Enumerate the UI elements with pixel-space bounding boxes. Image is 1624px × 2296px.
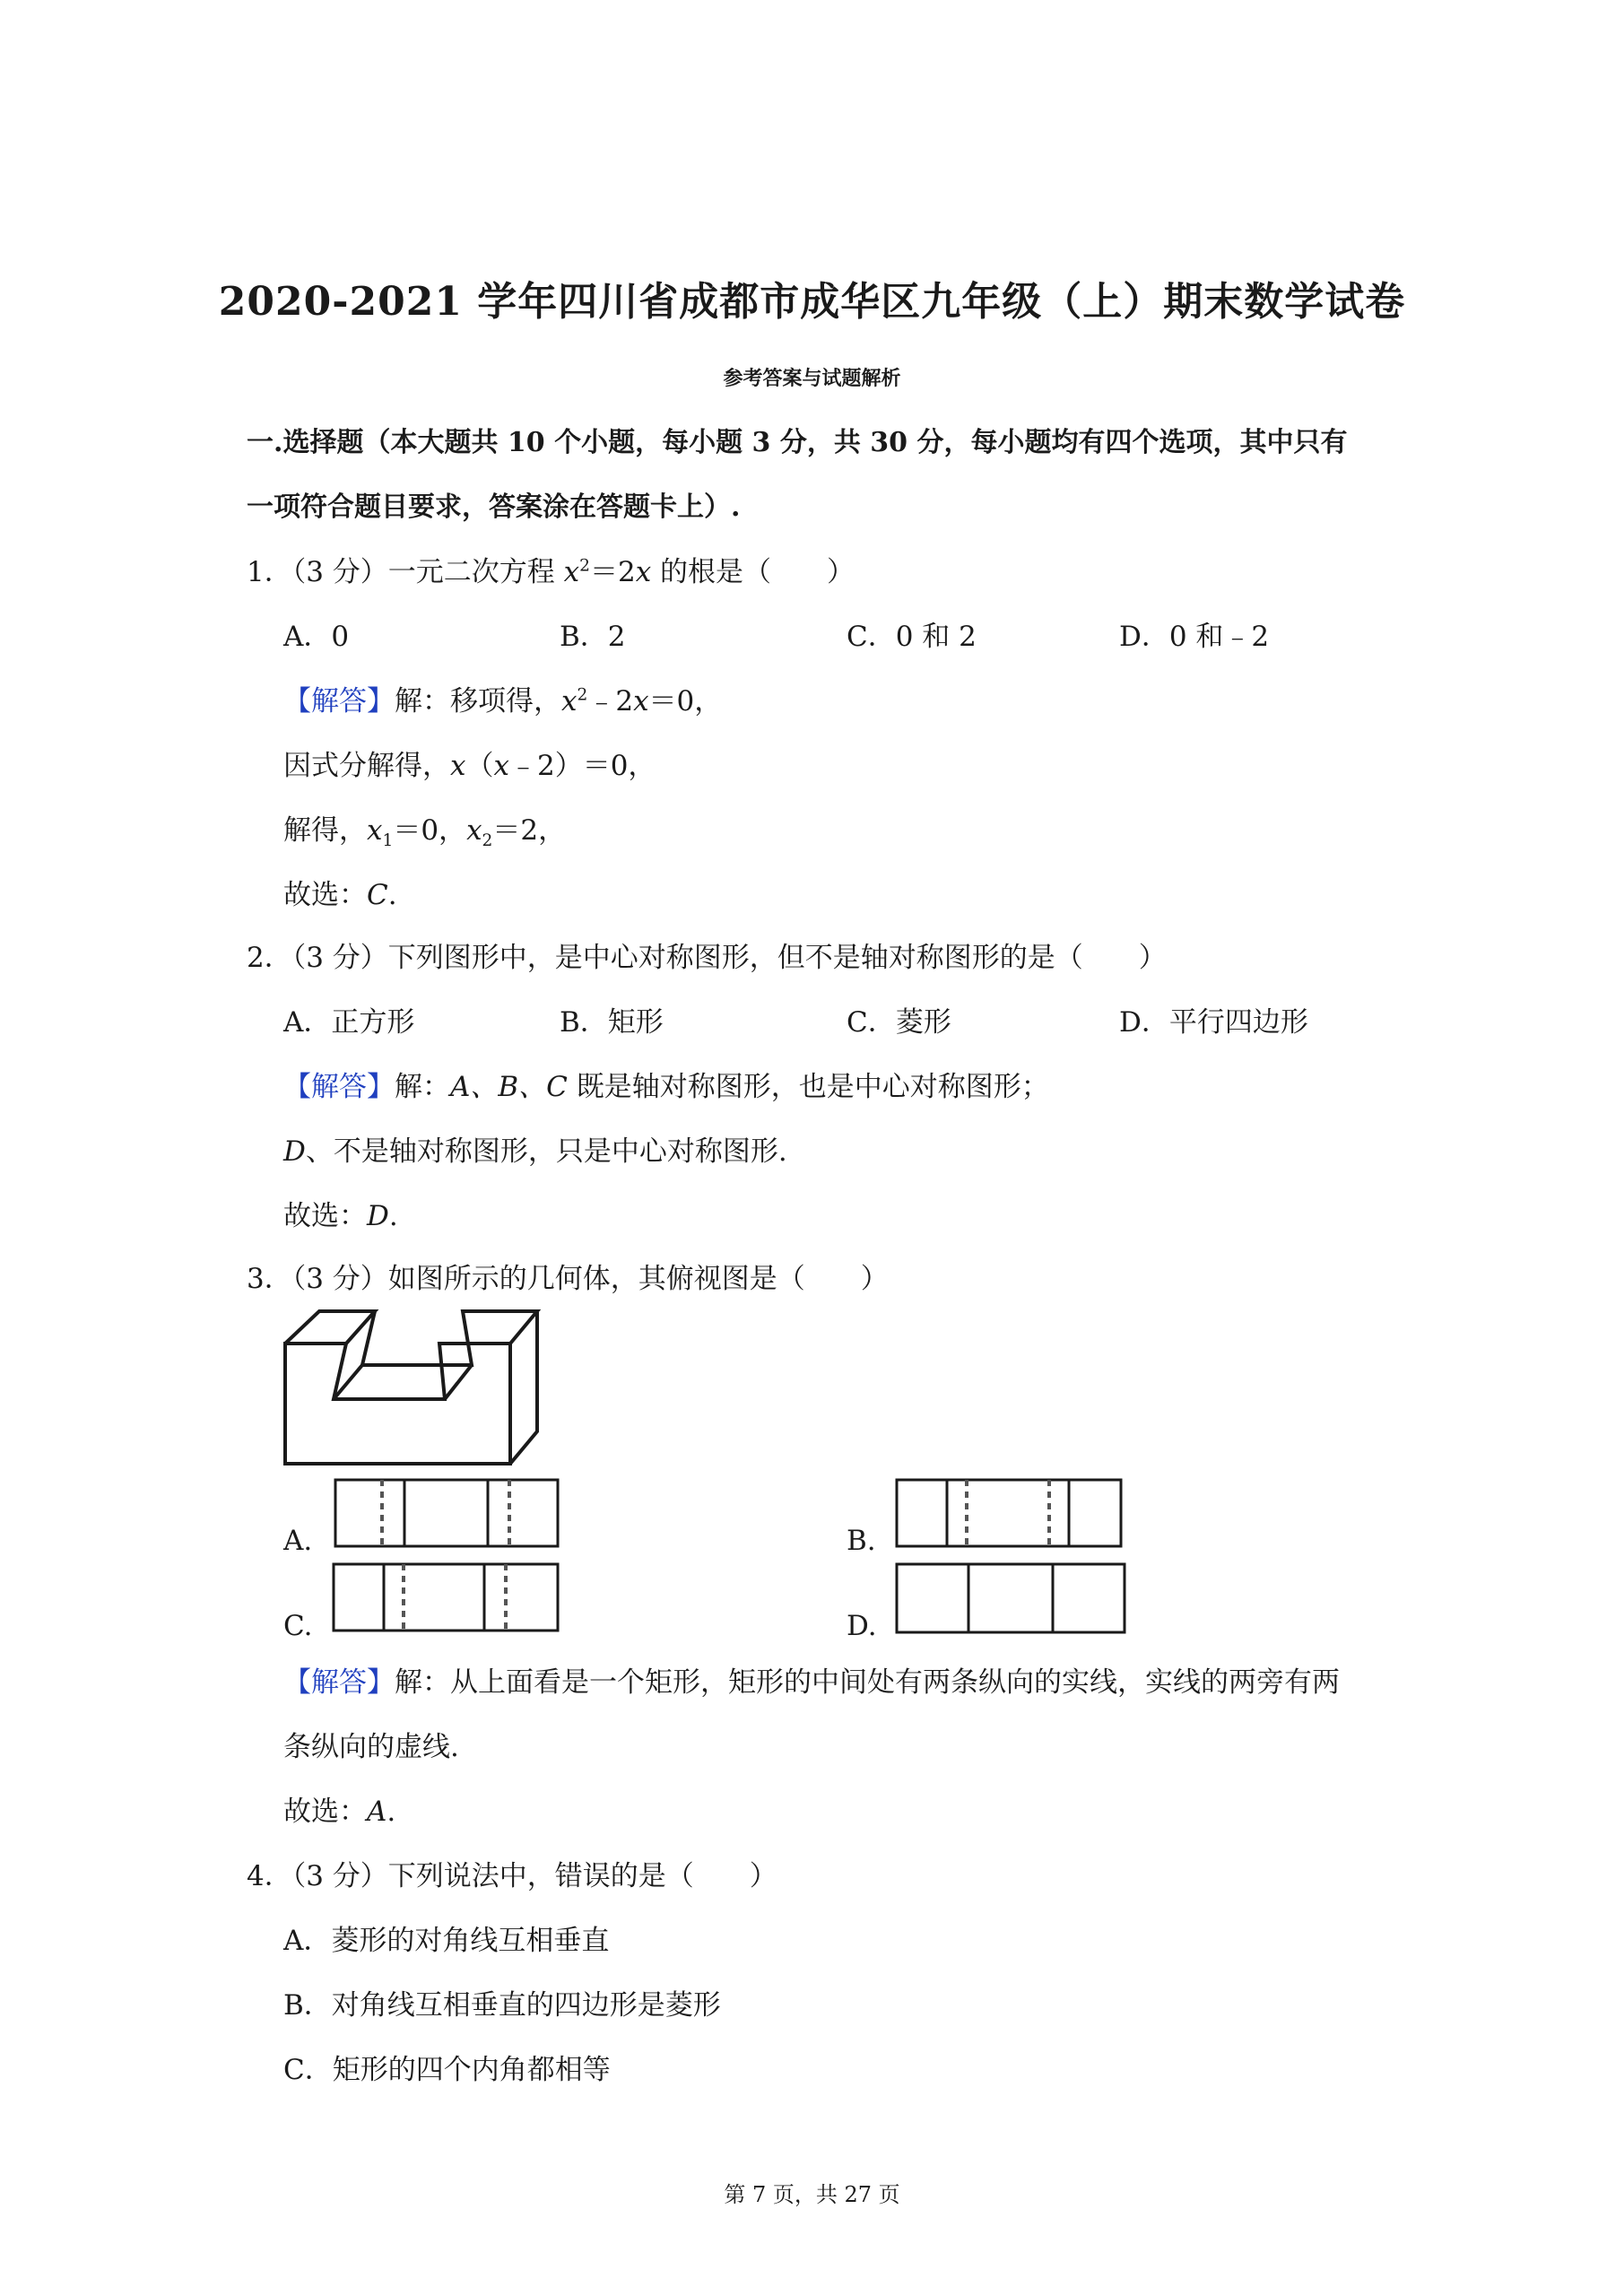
q2-option-b: B．矩形: [560, 1006, 664, 1039]
q3-option-c-label: C.: [283, 1610, 313, 1642]
page-subtitle: 参考答案与试题解析: [723, 367, 901, 390]
q1-solution-line-1: 【解答】解：移项得，$x^2﹣2x=0$，: [283, 685, 723, 718]
q2-option-a: A．正方形: [283, 1006, 415, 1039]
q1-option-d: D．0 和﹣2: [1119, 621, 1270, 653]
q2-choice: 故选：D.: [283, 1200, 398, 1232]
q4-option-c: C．矩形的四个内角都相等: [283, 2054, 611, 2086]
q2-stem: 2．（3 分）下列图形中，是中心对称图形，但不是轴对称图形的是（ ）: [247, 942, 1167, 974]
q2-option-d: D．平行四边形: [1119, 1006, 1308, 1039]
q1-option-a: A．0: [283, 621, 350, 653]
q3-option-b-figure: [895, 1478, 1123, 1548]
q4-option-a: A．菱形的对角线互相垂直: [283, 1925, 610, 1957]
q1-option-b: B．2: [560, 621, 626, 653]
page-footer: 第 7 页，共 27 页: [724, 2182, 900, 2207]
answer-tag: 【解答】: [283, 685, 395, 718]
q1-choice: 故选：C.: [283, 879, 397, 911]
q3-solid-figure: [283, 1309, 543, 1471]
q4-option-b: B．对角线互相垂直的四边形是菱形: [283, 1989, 721, 2022]
q3-solution-line-2: 条纵向的虚线.: [283, 1731, 459, 1763]
q1-option-c: C．0 和 2: [847, 621, 977, 653]
q1-solution-line-3: 解得，$x_1=0$，$x_2=2$，: [283, 814, 567, 851]
q2-solution-line-2: D、不是轴对称图形，只是中心对称图形.: [283, 1135, 787, 1168]
q4-stem: 4．（3 分）下列说法中，错误的是（ ）: [247, 1860, 777, 1892]
q3-stem: 3．（3 分）如图所示的几何体，其俯视图是（ ）: [247, 1263, 889, 1295]
q1-stem: 1．（3 分）一元二次方程 $x^2=2x$ 的根是（ ）: [247, 556, 855, 588]
q2-option-c: C．菱形: [847, 1006, 951, 1039]
section-heading-line-1: 一.选择题（本大题共 10 个小题，每小题 3 分，共 30 分，每小题均有四个选项，其中只有: [247, 427, 1348, 458]
q3-option-d-figure: [895, 1562, 1126, 1634]
q3-option-c-figure: [332, 1562, 560, 1632]
q1-solution-line-2: 因式分解得，x（x﹣2）＝0，: [283, 750, 656, 782]
page-title: 2020-2021 学年四川省成都市成华区九年级（上）期末数学试卷: [218, 279, 1406, 325]
q3-option-a-figure: [334, 1478, 560, 1548]
section-heading-line-2: 一项符合题目要求，答案涂在答题卡上）.: [247, 491, 741, 523]
q3-choice: 故选：A.: [283, 1796, 396, 1828]
q3-option-d-label: D.: [847, 1610, 877, 1642]
q3-option-a-label: A.: [283, 1525, 313, 1557]
q3-solution-line-1: 【解答】解：从上面看是一个矩形，矩形的中间处有两条纵向的实线，实线的两旁有两: [283, 1666, 1340, 1699]
q2-solution-line-1: 【解答】解：A、B、C 既是轴对称图形，也是中心对称图形；: [283, 1071, 1049, 1103]
q3-option-b-label: B.: [847, 1525, 876, 1557]
